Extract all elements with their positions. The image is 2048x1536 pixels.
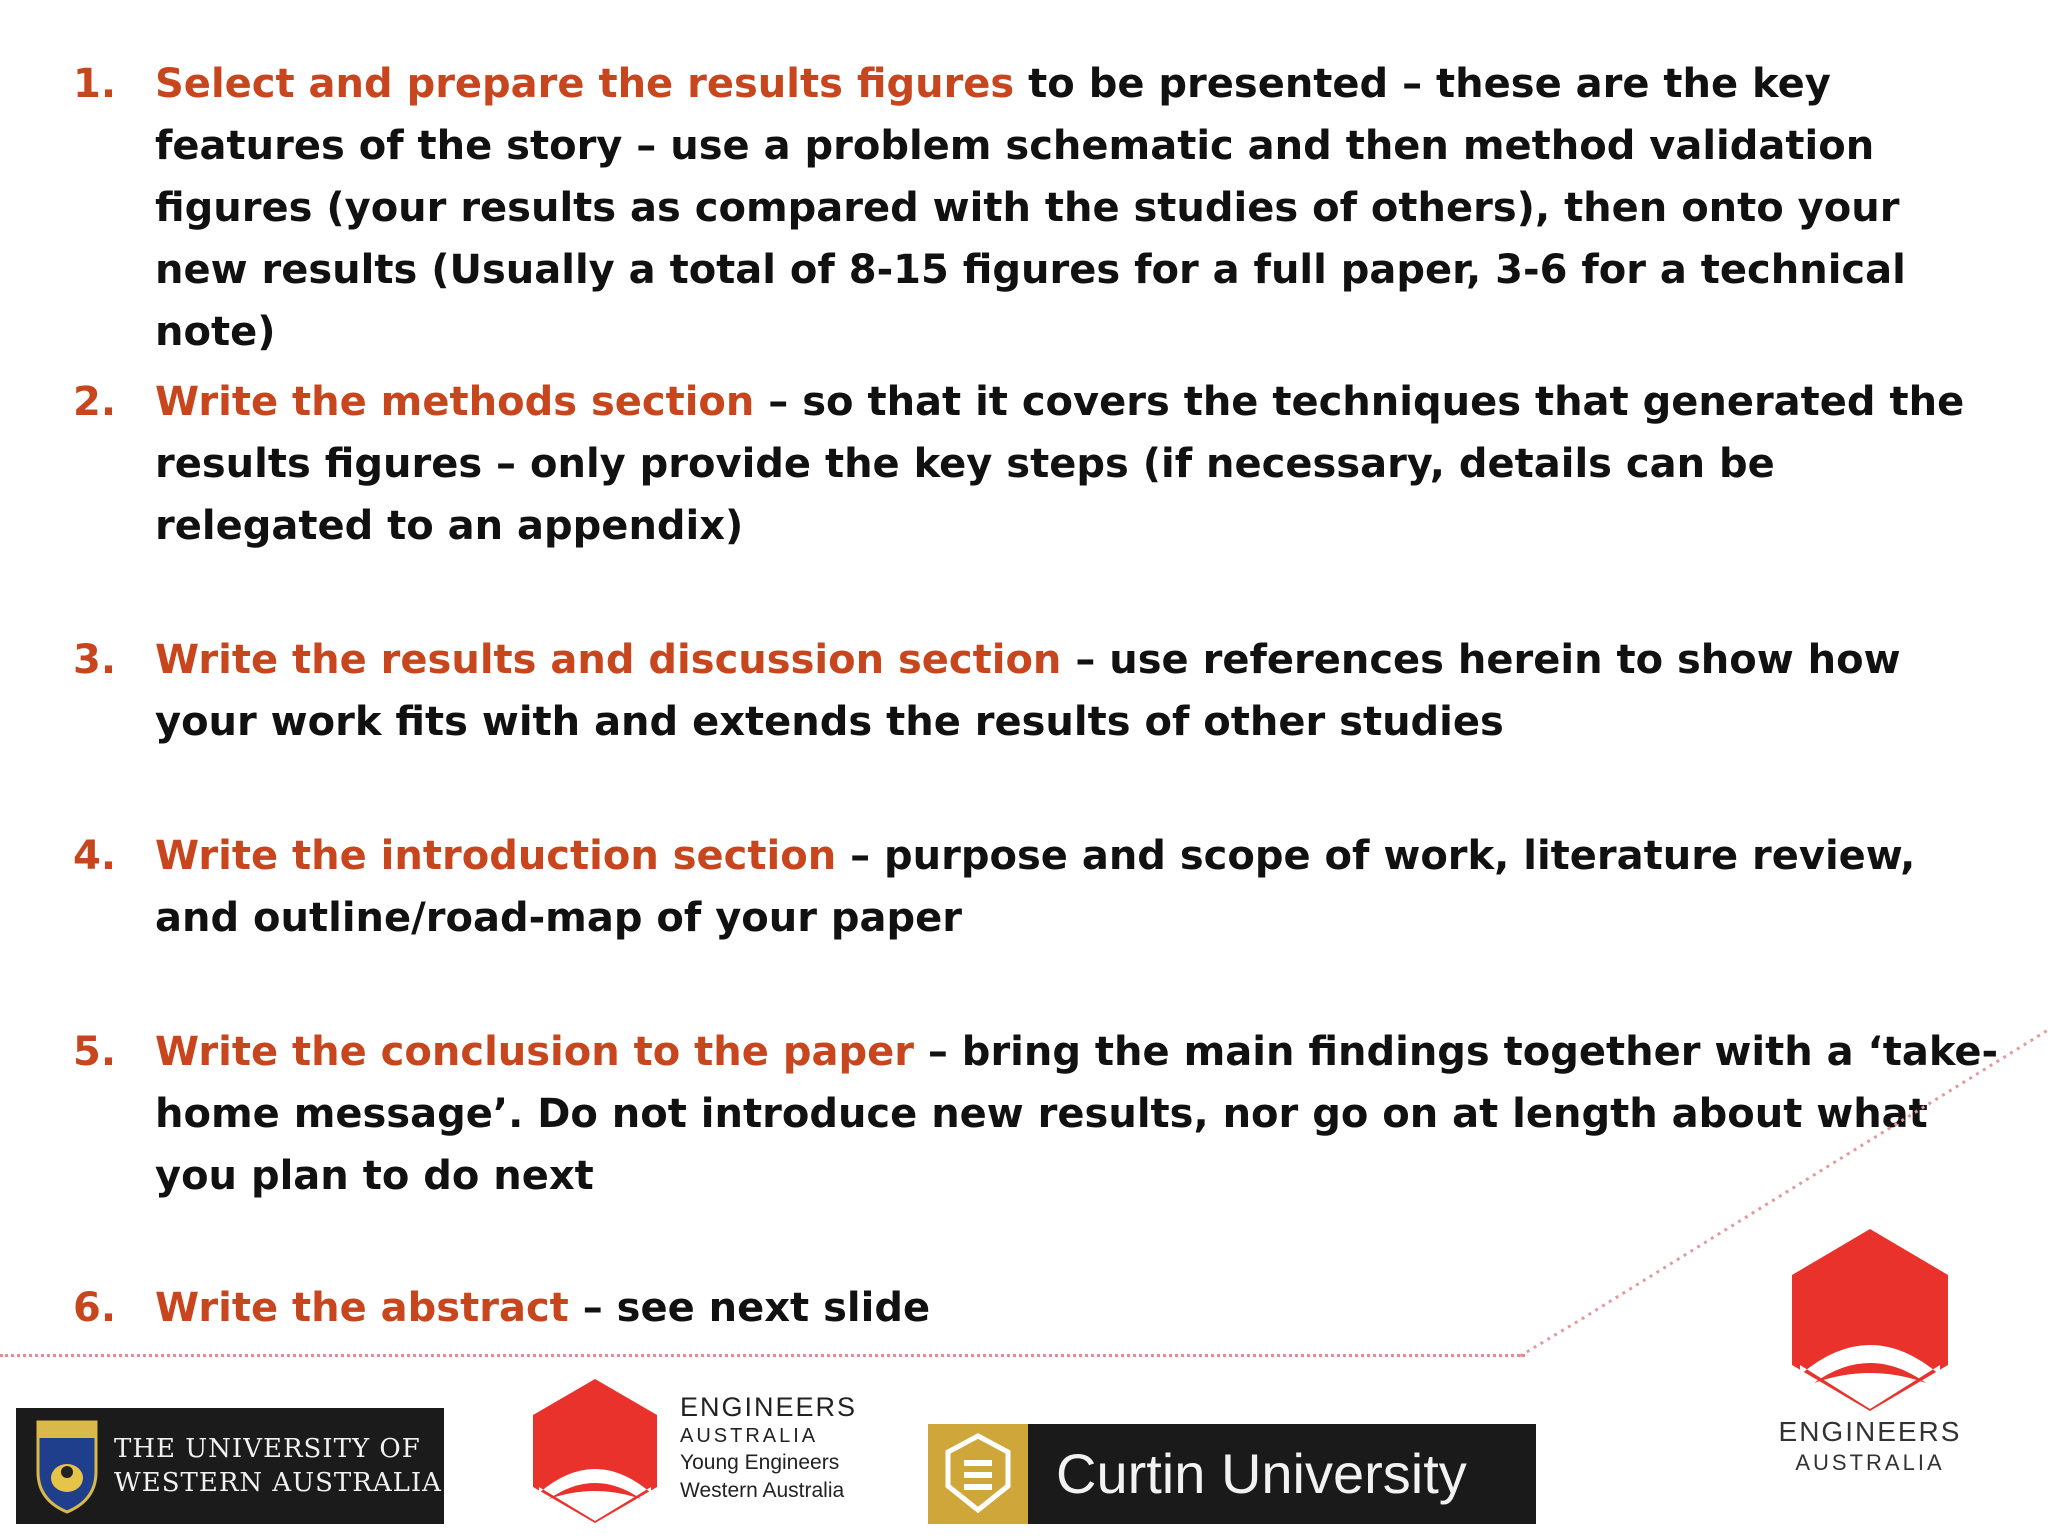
step-number: 6.: [73, 1285, 117, 1331]
engineers-australia-logo: [1760, 1225, 1980, 1495]
uwa-logo: [16, 1408, 444, 1524]
step-text: – so that it covers the techniques that generated the results figures – only provide the key steps (if necessary, details can be relegated to an appendix): [155, 379, 1965, 549]
step-title: Write the abstract: [155, 1285, 569, 1331]
uwa-crest-icon: [22, 1408, 112, 1524]
step-number: 2.: [73, 379, 117, 425]
step-number: 1.: [73, 61, 117, 107]
ea-title: ENGINEERS: [1778, 1416, 1962, 1447]
ea-young-line3: Young Engineers: [680, 1451, 840, 1474]
step-number: 3.: [73, 637, 117, 683]
step-number: 5.: [73, 1029, 117, 1075]
step-text: to be presented – these are the key features of the story – use a problem schematic and then method validation figures (your results as compared with the studies of others), then onto your new results (Usually a total of 8-15 figures for a full paper, 3-6 for a technical note): [155, 61, 1906, 355]
ea-young-title: ENGINEERS: [680, 1392, 858, 1422]
uwa-line1: THE UNIVERSITY OF: [114, 1434, 421, 1464]
ea-young-sub: AUSTRALIA: [680, 1425, 819, 1447]
uwa-line2: WESTERN AUSTRALIA: [114, 1468, 442, 1498]
step-title: Write the methods section: [155, 379, 755, 425]
ea-sub: AUSTRALIA: [1795, 1450, 1945, 1475]
curtin-crest-icon: [928, 1424, 1028, 1524]
step-text: – bring the main findings together with a ‘take-home message’. Do not introduce new results, nor go on at length about what you plan to do next: [155, 1029, 1999, 1199]
curtin-name: Curtin University: [1056, 1442, 1467, 1505]
step-title: Select and prepare the results figures: [155, 61, 1015, 107]
step-number: 4.: [73, 833, 117, 879]
uwa-text: [114, 1432, 442, 1500]
engineers-australia-hexagon-icon: [525, 1375, 665, 1525]
engineers-australia-hexagon-icon: [1760, 1225, 1980, 1415]
step-text: – use references herein to show how your work fits with and extends the results of other studies: [155, 637, 1901, 745]
curtin-logo: [928, 1424, 1536, 1524]
step-text: – see next slide: [568, 1285, 931, 1331]
step-title: Write the introduction section: [155, 833, 837, 879]
engineers-australia-text: [1760, 1415, 1980, 1477]
footer-divider: [0, 1354, 1525, 1357]
step-title: Write the results and discussion section: [155, 637, 1062, 683]
ea-young-line4: Western Australia: [680, 1479, 845, 1502]
step-title: Write the conclusion to the paper: [155, 1029, 914, 1075]
engineers-australia-young-text: [680, 1391, 857, 1505]
step-text: – purpose and scope of work, literature review, and outline/road-map of your paper: [155, 833, 1916, 941]
engineers-australia-young-engineers-logo: [525, 1375, 858, 1525]
